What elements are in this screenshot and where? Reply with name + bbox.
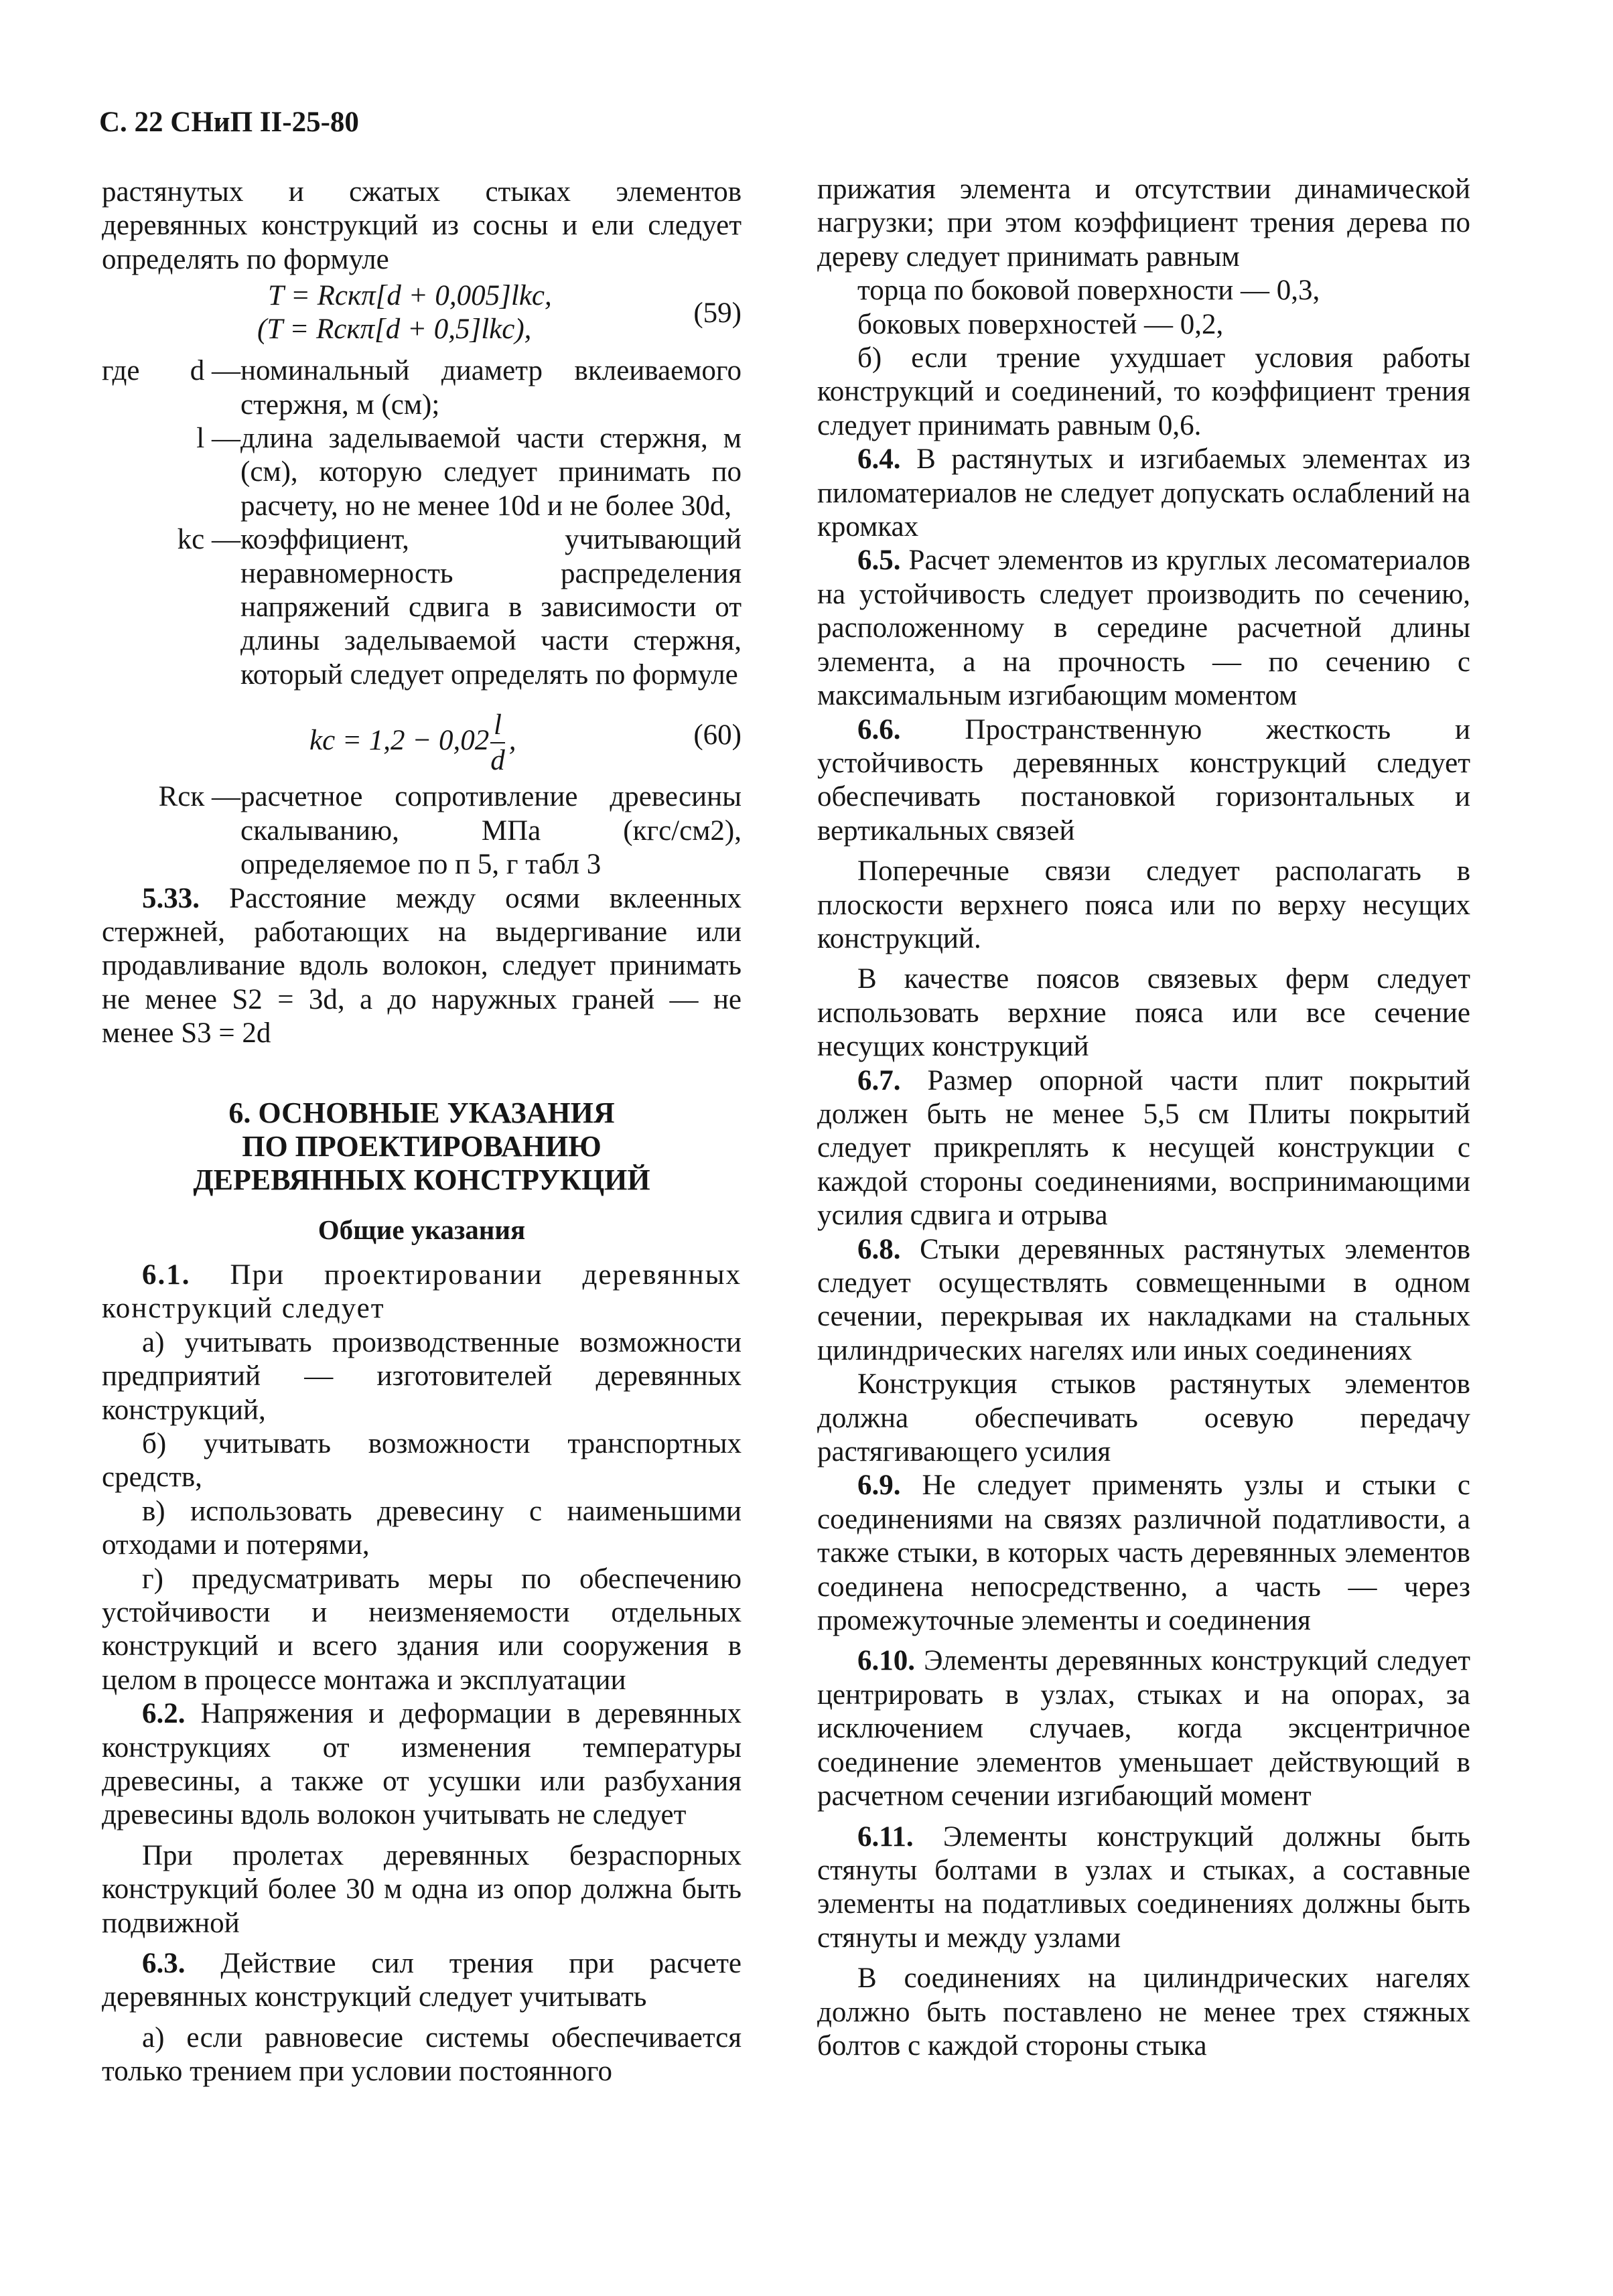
definition-d-text: номинальный диаметр вклеиваемого стержня, м (см); — [240, 355, 742, 421]
clause-number: 6.6. — [857, 713, 901, 745]
paragraph: При пролетах деревянных безраспорных конструкций более 30 м одна из опор должна быть подвижной — [102, 1839, 742, 1939]
paragraph: Поперечные связи следует располагать в плоскости верхнего пояса или по верху несущих конструкций. — [817, 855, 1470, 954]
formula-59 — [102, 279, 742, 348]
list-item: а) учитывать производственные возможности предприятий — изготовителей деревянных конструкций, — [102, 1326, 742, 1426]
definition-kc-text: коэффициент, учитывающий неравномерность распределения напряжений сдвига в зависимости от длины заделываемой части стержня, который следует определять по формуле — [240, 524, 742, 691]
clause-5-33: 5.33. Расстояние между осями вклеенных стержней, работающих на выдергивание или продавливание вдоль волокон, следует принимать не менее S2 = 3d, а до наружных граней — не менее S3 = 2d — [102, 882, 742, 1050]
formula-60-fraction — [490, 711, 505, 775]
symbol-kc: kс — — [177, 524, 240, 556]
formula-59-line-2: (T = Rскπ[d + 0,5]lkс), — [257, 313, 532, 346]
symbol-l: l — — [196, 423, 240, 455]
clause-6-7: 6.7. Размер опорной части плит покрытий должен быть не менее 5,5 см Плиты покрытий следует прикреплять к несущей конструкции с каждой стороны соединениями, воспринимающими усилия сдвига и отрыва — [817, 1064, 1470, 1232]
section-title: 6. ОСНОВНЫЕ УКАЗАНИЯ ПО ПРОЕКТИРОВАНИЮ ДЕРЕВЯННЫХ КОНСТРУКЦИЙ — [193, 1096, 650, 1196]
clause-number: 6.2. — [142, 1698, 186, 1730]
definition-kc — [102, 523, 742, 692]
definition-l — [102, 422, 742, 523]
formula-60 — [102, 696, 742, 776]
fraction-numerator: l — [490, 711, 505, 743]
list-item: боковых поверхностей — 0,2, — [857, 308, 1224, 340]
formula-60-tail: , — [508, 725, 516, 757]
definition-rsk — [102, 780, 742, 881]
page-header: С. 22 СНиП II-25-80 — [99, 106, 359, 138]
clause-6-11: 6.11. Элементы конструкций должны быть стянуты болтами в узлах и стыках, а составные элементы на податливых соединениях должны быть стянуты и между узлами — [817, 1820, 1471, 1954]
clause-6-8: 6.8. Стыки деревянных растянутых элементов следует осуществлять совмещенными в одном сечении, перекрывая их накладками на стальных цилиндрических нагелях или иных соединениях — [817, 1233, 1471, 1366]
paragraph: растянутых и сжатых стыках элементов деревянных конструкций из сосны и ели следует определять по формуле — [102, 176, 742, 275]
list-item: б) если трение ухудшает условия работы конструкций и соединений, то коэффициент трения следует принимать равным 0,6. — [817, 342, 1470, 441]
definition-l-text: длина заделываемой части стержня, м (см), которую следует принимать по расчету, но не менее 10d и не более 30d, — [240, 423, 742, 522]
clause-number: 6.4. — [857, 443, 901, 476]
clause-6-2: 6.2. Напряжения и деформации в деревянных конструкциях от изменения температуры древесины, а также от усушки или разбухания древесины вдоль волокон учитывать не следует — [102, 1698, 742, 1831]
clause-number: 6.1. — [142, 1259, 191, 1291]
clause-number: 6.5. — [857, 545, 901, 577]
clause-number: 6.7. — [857, 1064, 901, 1096]
formula-60-number: (60) — [693, 719, 742, 751]
where-label: где — [102, 355, 140, 387]
definitions-list — [102, 354, 742, 692]
list-item: а) если равновесие системы обеспечивается только трением при условии постоянного — [102, 2021, 742, 2088]
definition-rsk-text: расчетное сопротивление древесины скалыванию, МПа (кгс/см2), определяемое по п 5, г табл 3 — [240, 781, 742, 881]
paragraph: прижатия элемента и отсутствии динамической нагрузки; при этом коэффициент трения дерева по дереву следует принимать равным — [817, 173, 1470, 273]
clause-number: 6.8. — [857, 1233, 901, 1265]
formula-59-number: (59) — [693, 297, 742, 330]
clause-6-5: 6.5. Расчет элементов из круглых лесоматериалов на устойчивость следует производить по сечению, расположенному в середине расчетной длины элемента, а на прочность — по сечению с максимальным изгибающим моментом — [817, 545, 1471, 712]
clause-number: 6.11. — [857, 1820, 914, 1853]
fraction-denominator: d — [490, 745, 505, 777]
clause-number: 6.10. — [857, 1645, 915, 1677]
clause-number: 6.9. — [857, 1469, 901, 1502]
clause-number: 5.33. — [142, 882, 200, 914]
list-item: б) учитывать возможности транспортных средств, — [102, 1427, 742, 1494]
paragraph: В соединениях на цилиндрических нагелях должно быть поставлено не менее трех стяжных болтов с каждой стороны стыка — [817, 1962, 1470, 2062]
right-column — [817, 173, 1470, 2063]
symbol-d: d — — [190, 355, 240, 387]
clause-6-6: 6.6. Пространственную жесткость и устойчивость деревянных конструкций следует обеспечивать постановкой горизонтальных и вертикальных связей — [817, 713, 1470, 847]
list-item: в) использовать древесину с наименьшими отходами и потерями, — [102, 1495, 742, 1561]
list-item: торца по боковой поверхности — 0,3, — [857, 275, 1320, 307]
left-column — [102, 175, 742, 2089]
clause-number: 6.3. — [142, 1948, 186, 1980]
clause-6-4: 6.4. В растянутых и изгибаемых элементах из пиломатериалов не следует допускать ослаблений на кромках — [817, 443, 1470, 543]
list-item: г) предусматривать меры по обеспечению устойчивости и неизменяемости отдельных конструкций и всего здания или сооружения в целом в процессе монтажа и эксплуатации — [102, 1563, 742, 1696]
clause-6-3: 6.3. Действие сил трения при расчете деревянных конструкций следует учитывать — [102, 1948, 742, 2013]
formula-60-body — [309, 711, 516, 775]
symbol-rsk: Rск — — [158, 781, 240, 813]
clause-6-9: 6.9. Не следует применять узлы и стыки с соединениями на связях различной податливости, а также стыки, в которых часть деревянных элементов соединена непосредственно, а часть — через промежуточные элементы и соединения — [817, 1469, 1470, 1637]
paragraph: В качестве поясов связевых ферм следует использовать верхние пояса или все сечение несущих конструкций — [817, 963, 1470, 1063]
clause-6-10: 6.10. Элементы деревянных конструкций следует центрировать в узлах, стыках и на опорах, за исключением случаев, когда эксцентричное соединение элементов уменьшает действующий в расчетном сечении изгибающий момент — [817, 1645, 1470, 1812]
paragraph: Конструкция стыков растянутых элементов должна обеспечивать осевую передачу растягивающего усилия — [817, 1368, 1470, 1468]
clause-6-1: 6.1. При проектировании деревянных конструкций следует — [102, 1259, 742, 1325]
section-subtitle: Общие указания — [318, 1214, 526, 1245]
formula-59-line-1: T = Rскπ[d + 0,005]lkс, — [268, 280, 552, 312]
definition-d — [102, 354, 742, 422]
formula-60-lhs: kc = 1,2 − 0,02 — [309, 725, 490, 757]
